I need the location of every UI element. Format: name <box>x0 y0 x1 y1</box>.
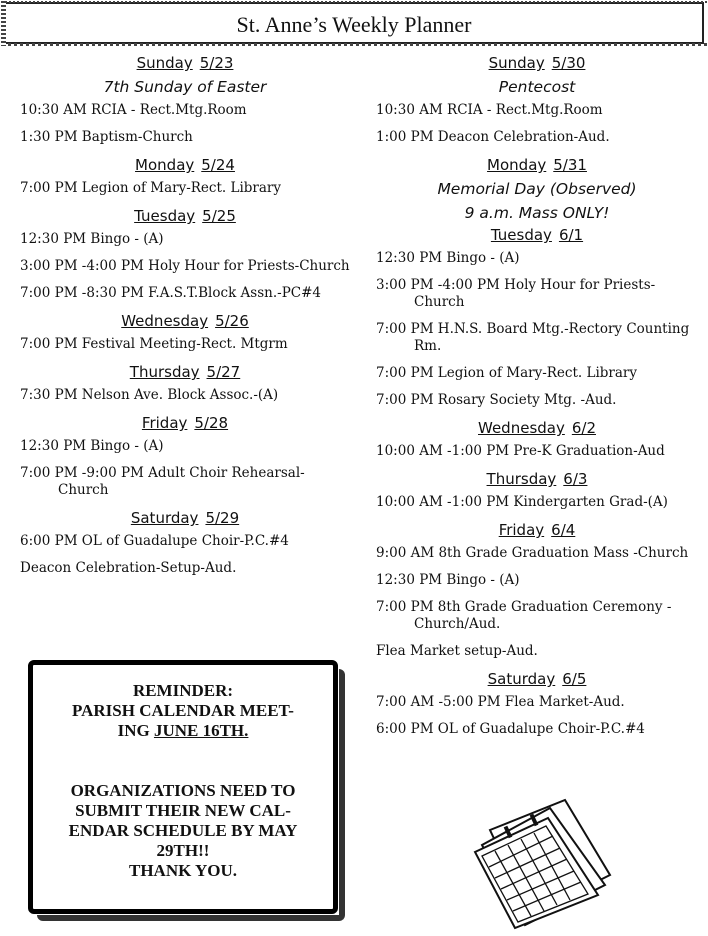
day-name: Wednesday <box>121 312 209 330</box>
day-name: Sunday <box>136 54 193 72</box>
day-date: 5/23 <box>199 54 234 72</box>
day-name: Thursday <box>486 470 557 488</box>
meeting-date: JUNE 16TH. <box>153 721 249 740</box>
event-item: 1:30 PM Baptism-Church <box>20 129 193 145</box>
day-date: 5/28 <box>194 414 229 432</box>
event-item: 10:30 AM RCIA - Rect.Mtg.Room <box>376 102 603 118</box>
day-date: 5/25 <box>202 207 236 225</box>
day-name: Sunday <box>488 54 545 72</box>
left-column <box>20 52 350 587</box>
right-column <box>376 52 698 748</box>
event-item: 1:00 PM Deacon Celebration-Aud. <box>376 129 610 145</box>
day-heading <box>376 521 698 539</box>
day-heading <box>20 509 350 527</box>
reminder-label: REMINDER: <box>132 681 234 700</box>
day-occasion: 7th Sunday of Easter <box>103 78 267 96</box>
day-date: 6/2 <box>571 419 596 437</box>
event-item: 12:30 PM Bingo - (A) <box>20 438 164 454</box>
day-occasion: 9 a.m. Mass ONLY! <box>464 204 610 222</box>
event-item: 7:00 PM H.N.S. Board Mtg.-Rectory Counting Rm. <box>376 321 690 354</box>
day-name: Monday <box>135 156 195 174</box>
day-heading <box>376 419 698 437</box>
day-date: 5/29 <box>205 509 240 527</box>
event-item: 6:00 PM OL of Guadalupe Choir-P.C.#4 <box>376 721 645 737</box>
day-name: Wednesday <box>478 419 565 437</box>
day-heading <box>20 363 350 381</box>
day-date: 5/30 <box>551 54 586 72</box>
day-date: 6/1 <box>558 226 584 244</box>
event-item: 3:00 PM -4:00 PM Holy Hour for Priests-Church <box>20 258 350 274</box>
day-date: 5/24 <box>201 156 235 174</box>
reminder-line: ORGANIZATIONS NEED TO <box>70 781 296 800</box>
day-heading <box>20 207 350 225</box>
event-item: 7:00 PM -9:00 PM Adult Choir Rehearsal-Church <box>20 465 305 498</box>
event-item: 7:00 PM -8:30 PM F.A.S.T.Block Assn.-PC#4 <box>20 285 322 301</box>
title-banner <box>4 2 704 44</box>
day-name: Tuesday <box>490 226 552 244</box>
day-heading <box>376 470 698 488</box>
reminder-line: ENDAR SCHEDULE BY MAY <box>68 821 298 840</box>
reminder-line: SUBMIT THEIR NEW CAL- <box>75 801 291 820</box>
event-item: 7:00 PM 8th Grade Graduation Ceremony -Church/Aud. <box>376 599 672 632</box>
event-item: 9:00 AM 8th Grade Graduation Mass -Church <box>376 545 689 561</box>
reminder-line <box>33 721 333 741</box>
reminder-line: 29TH!! <box>156 841 210 860</box>
event-item: 12:30 PM Bingo - (A) <box>376 572 520 588</box>
event-item: Deacon Celebration-Setup-Aud. <box>20 560 237 576</box>
event-item: 7:00 PM Legion of Mary-Rect. Library <box>376 365 637 381</box>
day-date: 5/31 <box>553 156 587 174</box>
event-item: 12:30 PM Bingo - (A) <box>20 231 164 247</box>
day-name: Monday <box>487 156 547 174</box>
event-item: 10:30 AM RCIA - Rect.Mtg.Room <box>20 102 247 118</box>
day-occasion: Pentecost <box>498 78 576 96</box>
day-name: Saturday <box>487 670 556 688</box>
day-heading <box>20 54 350 72</box>
day-occasion: Memorial Day (Observed) <box>437 180 637 198</box>
reminder-box <box>28 660 338 914</box>
event-item: 7:00 AM -5:00 PM Flea Market-Aud. <box>376 694 625 710</box>
event-item: Flea Market setup-Aud. <box>376 643 538 659</box>
reminder-line: THANK YOU. <box>129 861 237 880</box>
day-name: Tuesday <box>134 207 196 225</box>
event-item: 7:30 PM Nelson Ave. Block Assoc.-(A) <box>20 387 279 403</box>
event-item: 7:00 PM Rosary Society Mtg. -Aud. <box>376 392 617 408</box>
day-name: Friday <box>498 521 545 539</box>
day-heading <box>20 414 350 432</box>
day-heading <box>376 670 698 688</box>
day-name: Thursday <box>129 363 200 381</box>
event-item: 7:00 PM Legion of Mary-Rect. Library <box>20 180 281 196</box>
event-item: 10:00 AM -1:00 PM Kindergarten Grad-(A) <box>376 494 668 510</box>
day-date: 6/5 <box>562 670 587 688</box>
day-heading <box>376 156 698 174</box>
day-heading <box>376 54 698 72</box>
reminder-text: ING <box>117 721 154 740</box>
event-item: 7:00 PM Festival Meeting-Rect. Mtgrm <box>20 336 288 352</box>
day-heading <box>20 312 350 330</box>
page-title: St. Anne’s Weekly Planner <box>236 12 472 37</box>
calendar-clipart-icon <box>470 790 620 930</box>
day-date: 6/4 <box>551 521 576 539</box>
day-heading <box>20 156 350 174</box>
event-item: 10:00 AM -1:00 PM Pre-K Graduation-Aud <box>376 443 665 459</box>
event-item: 3:00 PM -4:00 PM Holy Hour for Priests-Church <box>376 277 656 310</box>
day-date: 5/27 <box>206 363 241 381</box>
day-name: Saturday <box>130 509 199 527</box>
day-date: 6/3 <box>563 470 588 488</box>
day-heading <box>376 226 698 244</box>
day-date: 5/26 <box>215 312 249 330</box>
event-item: 6:00 PM OL of Guadalupe Choir-P.C.#4 <box>20 533 289 549</box>
event-item: 12:30 PM Bingo - (A) <box>376 250 520 266</box>
reminder-line: PARISH CALENDAR MEET- <box>72 701 294 720</box>
day-name: Friday <box>141 414 188 432</box>
